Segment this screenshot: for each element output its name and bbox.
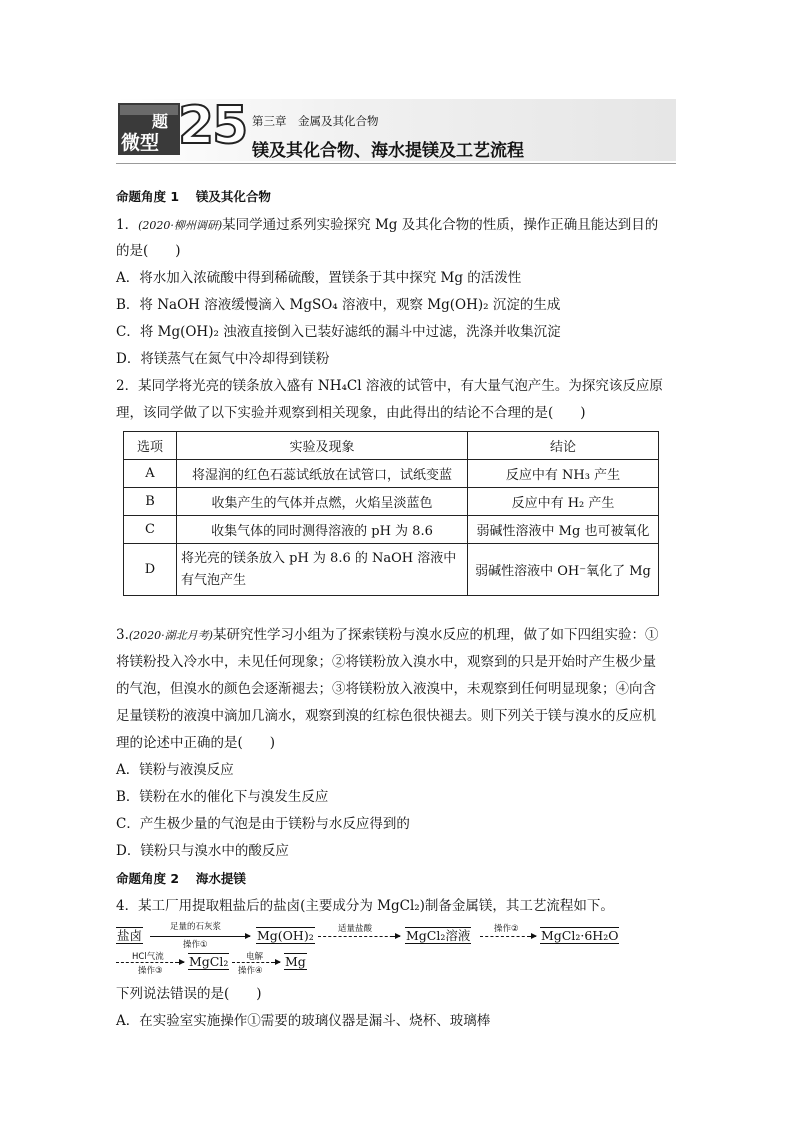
question-4-prompt: 下列说法错误的是( ) [116, 986, 262, 1002]
flow-arrow-4-head [176, 962, 184, 963]
question-1-option-b: B．将 NaOH 溶液缓慢滴入 MgSO₄ 溶液中，观察 Mg(OH)₂ 沉淀的生成 [116, 297, 561, 313]
flow-arrow-5-label-bottom: 操作④ [238, 966, 263, 976]
flow-arrow-2 [318, 936, 398, 937]
table-cell-experiment: 将光亮的镁条放入 pH 为 8.6 的 NaOH 溶液中有气泡产生 [177, 544, 468, 596]
chapter-label: 第三章 金属及其化合物 [252, 114, 379, 128]
question-1-option-c: C．将 Mg(OH)₂ 浊液直接倒入已装好滤纸的漏斗中过滤，洗涤并收集沉淀 [116, 324, 561, 340]
section-angle-2: 命题角度 2 海水提镁 [116, 871, 246, 886]
flow-node-mgcl2-solution: MgCl₂溶液 [406, 928, 471, 943]
flow-node-mgoh2: Mg(OH)₂ [257, 928, 314, 943]
question-3-option-a: A．镁粉与液溴反应 [116, 762, 234, 778]
question-3-option-d: D．镁粉只与溴水中的酸反应 [116, 843, 289, 859]
question-3-line-2: 将镁粉投入冷水中，未见任何现象；②将镁粉放入溴水中，观察到的只是开始时产生极少量 [116, 654, 656, 670]
table-row [124, 488, 659, 516]
table-row [124, 460, 659, 488]
table-cell-experiment: 收集产生的气体并点燃，火焰呈淡蓝色 [177, 488, 468, 516]
question-1-option-a: A．将水加入浓硫酸中得到稀硫酸，置镁条于其中探究 Mg 的活泼性 [116, 270, 522, 286]
question-1-number: 1． [116, 217, 139, 233]
flow-arrow-3 [480, 936, 530, 937]
question-3-line-3: 的气泡，但溴水的颜色会逐渐褪去；③将镁粉放入液溴中，未观察到任何明显现象；④向含 [116, 681, 656, 697]
table-header-experiment: 实验及现象 [177, 432, 468, 460]
table-cell-conclusion: 反应中有 H₂ 产生 [468, 488, 659, 516]
table-header-option: 选项 [124, 432, 177, 460]
table-cell-option: A [124, 460, 177, 488]
table-cell-experiment: 将湿润的红色石蕊试纸放在试管口，试纸变蓝 [177, 460, 468, 488]
question-1-line-2: 的是( ) [116, 243, 181, 259]
experiment-table [123, 431, 659, 596]
table-cell-option: B [124, 488, 177, 516]
flow-node-mg: Mg [285, 954, 306, 969]
question-1-source: (2020·柳州调研) [138, 219, 223, 232]
flow-arrow-1 [150, 936, 250, 937]
flow-arrow-5-label-top: 电解 [246, 952, 264, 962]
flow-arrow-3-label-top: 操作② [494, 924, 519, 934]
table-header-row [124, 432, 659, 460]
badge-bottom-text: 微型 [121, 132, 160, 154]
question-3-text: 某研究性学习小组为了探索镁粉与溴水反应的机理，做了如下四组实验：① [212, 627, 659, 643]
table-cell-option: C [124, 516, 177, 544]
topic-badge [118, 103, 180, 155]
question-3-line-5: 理的论述中正确的是( ) [116, 735, 276, 751]
table-cell-option: D [124, 544, 177, 596]
flow-arrow-2-label-top: 适量盐酸 [338, 924, 373, 934]
flow-arrow-2-head [392, 936, 400, 937]
flow-arrow-5 [232, 962, 274, 963]
flow-arrow-3-head [528, 936, 536, 937]
table-row [124, 516, 659, 544]
question-3-line-1 [116, 626, 658, 645]
flow-arrow-5-head [272, 962, 280, 963]
question-1-line-1 [116, 216, 658, 235]
question-2-line-1: 2．某同学将光亮的镁条放入盛有 NH₄Cl 溶液的试管中，有大量气泡产生。为探究该反应原 [116, 378, 663, 394]
question-1-option-d: D．将镁蒸气在氮气中冷却得到镁粉 [116, 351, 330, 367]
table-cell-conclusion: 弱碱性溶液中 OH⁻氧化了 Mg [468, 544, 659, 596]
table-header-conclusion: 结论 [468, 432, 659, 460]
section-angle-1: 命题角度 1 镁及其化合物 [116, 189, 271, 204]
question-3-option-c: C．产生极少量的气泡是由于镁粉与水反应得到的 [116, 816, 410, 832]
table-cell-conclusion: 反应中有 NH₃ 产生 [468, 460, 659, 488]
flow-arrow-4 [116, 962, 178, 963]
flow-node-mgcl2-hydrate: MgCl₂·6H₂O [541, 928, 619, 943]
flow-node-mgcl2: MgCl₂ [189, 954, 229, 969]
question-3-number: 3. [116, 627, 129, 643]
question-1-text: 某同学通过系列实验探究 Mg 及其化合物的性质，操作正确且能达到目的 [222, 217, 659, 233]
table-cell-experiment: 收集气体的同时测得溶液的 pH 为 8.6 [177, 516, 468, 544]
flow-node-brine: 盐卤 [117, 928, 143, 943]
table-row [124, 544, 659, 596]
header-divider [116, 163, 676, 164]
question-4-option-a: A．在实验室实施操作①需要的玻璃仪器是漏斗、烧杯、玻璃棒 [116, 1013, 491, 1029]
badge-top-text: 题 [152, 112, 169, 131]
topic-number: 25 [178, 96, 247, 156]
question-3-option-b: B．镁粉在水的催化下与溴发生反应 [116, 789, 329, 805]
question-3-source: (2020·湖北月考) [128, 629, 213, 642]
page-title: 镁及其化合物、海水提镁及工艺流程 [252, 141, 524, 161]
question-2-line-2: 理，该同学做了以下实验并观察到相关现象，由此得出的结论不合理的是( ) [116, 405, 586, 421]
flow-arrow-4-label-top: HCl气流 [132, 952, 164, 962]
question-3-line-4: 足量镁粉的液溴中滴加几滴水，观察到溴的红棕色很快褪去。则下列关于镁与溴水的反应机 [116, 708, 656, 724]
flow-arrow-1-label-top: 足量的石灰浆 [170, 922, 222, 932]
table-cell-conclusion: 弱碱性溶液中 Mg 也可被氧化 [468, 516, 659, 544]
flow-arrow-1-label-bottom: 操作① [183, 940, 208, 950]
question-4-text: 4．某工厂用提取粗盐后的盐卤(主要成分为 MgCl₂)制备金属镁，其工艺流程如下。 [116, 898, 614, 914]
flow-arrow-4-label-bottom: 操作③ [138, 966, 163, 976]
